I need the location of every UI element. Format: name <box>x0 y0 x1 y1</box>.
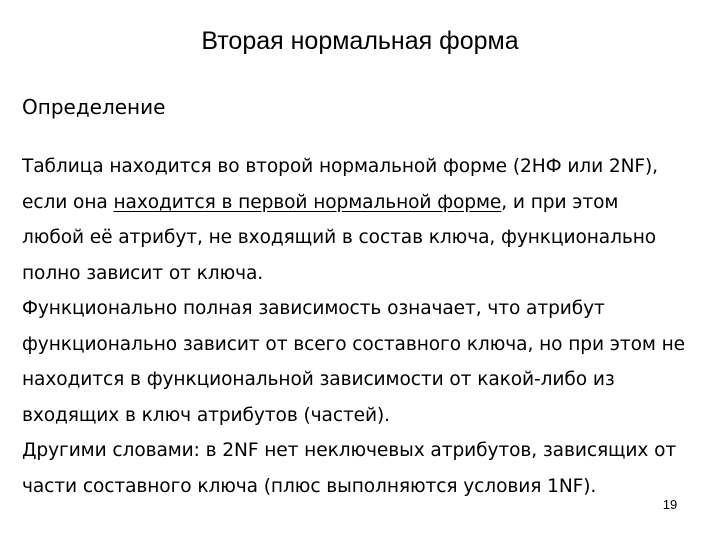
text-line: Таблица находится во второй нормальной форме (2НФ или 2NF), <box>22 156 658 177</box>
slide-title: Вторая нормальная форма <box>201 27 519 55</box>
text-line: Другими словами: в 2NF нет неключевых атрибутов, зависящих от <box>22 440 677 461</box>
text-line: функционально зависит от всего составного ключа, но при этом не <box>22 333 686 355</box>
text-line <box>22 185 714 221</box>
text-line: полно зависит от ключа. <box>22 262 264 284</box>
text-line: Функционально полная зависимость означает, что атрибут <box>22 298 605 319</box>
page-number: 19 <box>662 497 678 512</box>
section-heading: Определение <box>22 95 166 119</box>
text-line: входящих в ключ атрибутов (частей). <box>22 404 390 426</box>
text-fragment: , и при этом <box>501 191 619 213</box>
first-normal-form-link[interactable]: находится в первой нормальной форме <box>113 191 502 213</box>
text-line: любой её атрибут, не входящий в состав ключа, функционально <box>22 227 657 248</box>
text-fragment: если она <box>22 191 114 213</box>
text-line: части составного ключа (плюс выполняются условия 1NF). <box>22 475 597 497</box>
definition-text <box>22 149 714 504</box>
text-line: находится в функциональной зависимости от какой-либо из <box>22 369 615 390</box>
